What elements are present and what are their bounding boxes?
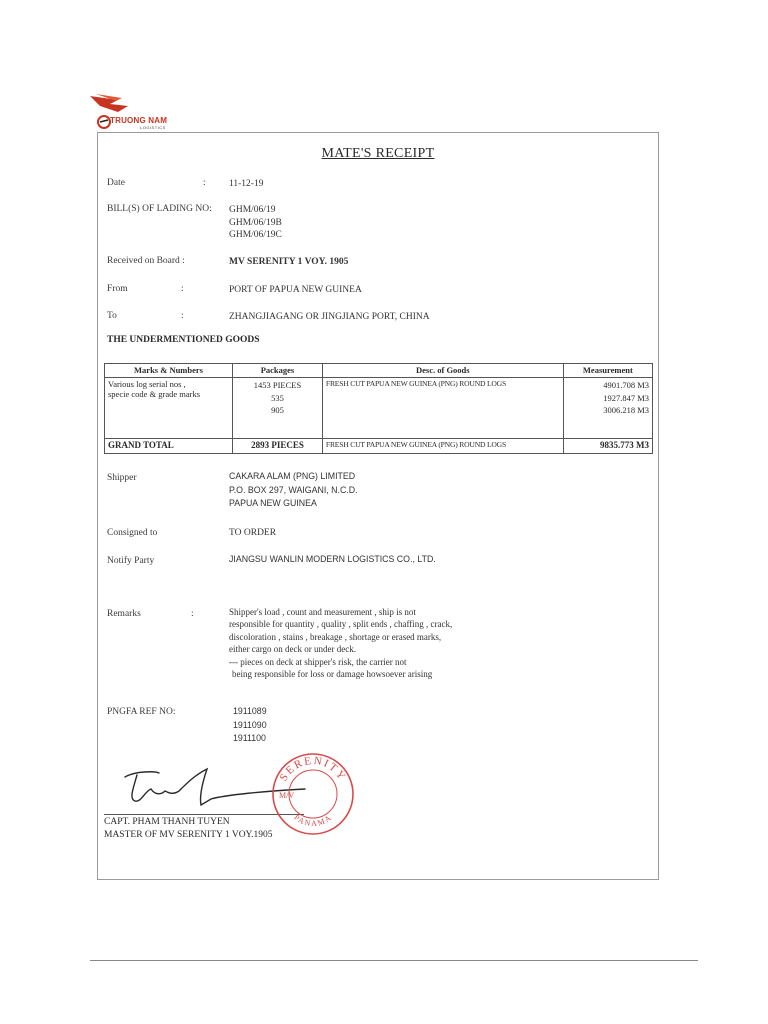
- measurement-1: 4901.708 M3: [603, 380, 649, 390]
- shipper-line-1: CAKARA ALAM (PNG) LIMITED: [229, 471, 356, 481]
- table-header-row: [105, 364, 653, 378]
- logo-sub: LOGISTICS: [140, 125, 166, 130]
- pngfa-label: PNGFA REF NO:: [107, 707, 176, 717]
- shipper-label: Shipper: [107, 473, 137, 483]
- grand-total-label: GRAND TOTAL: [105, 439, 233, 454]
- measurement-2: 1927.847 M3: [603, 392, 649, 403]
- bill-of-lading-values: [229, 204, 282, 242]
- shipper-line-2: P.O. BOX 297, WAIGANI, N.C.D.: [229, 484, 358, 495]
- col-header-measurement: Measurement: [563, 364, 652, 378]
- signatory-name: CAPT. PHAM THANH TUYEN: [104, 817, 230, 827]
- remarks-line-5: --- pieces on deck at shipper's risk, the carrier not: [229, 656, 407, 667]
- grand-total-measurement: 9835.773 M3: [563, 439, 652, 454]
- from-value: PORT OF PAPUA NEW GUINEA: [229, 285, 362, 295]
- shipper-line-3: PAPUA NEW GUINEA: [229, 498, 317, 508]
- pngfa-ref-2: 1911090: [233, 719, 267, 730]
- col-header-packages: Packages: [233, 364, 323, 378]
- ship-stamp: [271, 752, 355, 836]
- from-label: From: [107, 284, 128, 294]
- goods-table: [104, 363, 653, 454]
- logo-brand: TRUONG NAM: [110, 116, 168, 125]
- packages-1: 1453 PIECES: [253, 380, 302, 390]
- remarks-line-2: responsible for quantity , quality , split ends , chaffing , crack,: [229, 619, 453, 630]
- remarks-line-4: either cargo on deck or under deck.: [229, 644, 357, 655]
- col-header-desc: Desc. of Goods: [322, 364, 563, 378]
- from-colon: :: [181, 284, 184, 294]
- shipper-value: [229, 470, 358, 511]
- measurement-cell: [563, 378, 652, 439]
- remarks-text: [229, 606, 452, 680]
- date-value: 11-12-19: [229, 179, 264, 189]
- signatory-title: MASTER OF MV SERENITY 1 VOY.1905: [104, 830, 273, 840]
- pngfa-values: [233, 705, 267, 746]
- page-bottom-rule: [90, 960, 698, 961]
- to-colon: :: [181, 311, 184, 321]
- packages-3: 905: [271, 405, 284, 415]
- to-value: ZHANGJIAGANG OR JINGJIANG PORT, CHINA: [229, 312, 430, 322]
- consigned-value: TO ORDER: [229, 528, 277, 538]
- packages-cell: [233, 378, 323, 439]
- svg-text:M/V: M/V: [279, 791, 295, 800]
- grand-total-description: FRESH CUT PAPUA NEW GUINEA (PNG) ROUND LOGS: [322, 439, 563, 454]
- date-label: Date: [107, 178, 125, 188]
- marks-cell: [105, 378, 233, 439]
- bill-of-lading-label: BILL(S) OF LADING NO:: [107, 204, 212, 214]
- pngfa-ref-3: 1911100: [233, 733, 266, 743]
- remarks-line-6: being responsible for loss or damage howsoever arising: [232, 669, 433, 680]
- consigned-label: Consigned to: [107, 528, 158, 538]
- marks-line-1: Various log serial nos ,: [108, 379, 186, 389]
- received-value: MV SERENITY 1 VOY. 1905: [229, 257, 349, 267]
- remarks-line-1: Shipper's load , count and measurement , ship is not: [229, 607, 416, 617]
- marks-line-2: specie code & grade marks: [108, 389, 201, 399]
- bill-of-lading-2: GHM/06/19B: [229, 217, 282, 228]
- page-title: MATE'S RECEIPT: [321, 146, 435, 161]
- pngfa-ref-1: 1911089: [233, 706, 267, 716]
- bill-of-lading-3: GHM/06/19C: [229, 230, 282, 240]
- remarks-line-3: discoloration , stains , breakage , shortage or erased marks,: [229, 631, 442, 642]
- date-colon: :: [203, 178, 206, 188]
- svg-text:PANAMA: PANAMA: [292, 812, 334, 829]
- notify-value: JIANGSU WANLIN MODERN LOGISTICS CO., LTD.: [229, 554, 436, 564]
- col-header-marks: Marks & Numbers: [105, 364, 233, 378]
- remarks-colon: :: [191, 609, 194, 619]
- svg-text:SERENITY: SERENITY: [277, 754, 349, 784]
- description-cell: FRESH CUT PAPUA NEW GUINEA (PNG) ROUND LOGS: [322, 378, 563, 439]
- goods-section-heading: THE UNDERMENTIONED GOODS: [107, 335, 260, 345]
- remarks-label: Remarks: [107, 609, 141, 619]
- grand-total-packages: 2893 PIECES: [233, 439, 323, 454]
- received-label: Received on Board :: [107, 256, 185, 266]
- grand-total-row: [105, 439, 653, 454]
- to-label: To: [107, 311, 117, 321]
- signatory-block: [104, 816, 273, 842]
- packages-2: 535: [271, 392, 284, 403]
- bill-of-lading-1: GHM/06/19: [229, 205, 276, 215]
- measurement-3: 3006.218 M3: [603, 405, 649, 415]
- notify-label: Notify Party: [107, 556, 155, 566]
- table-row: [105, 378, 653, 439]
